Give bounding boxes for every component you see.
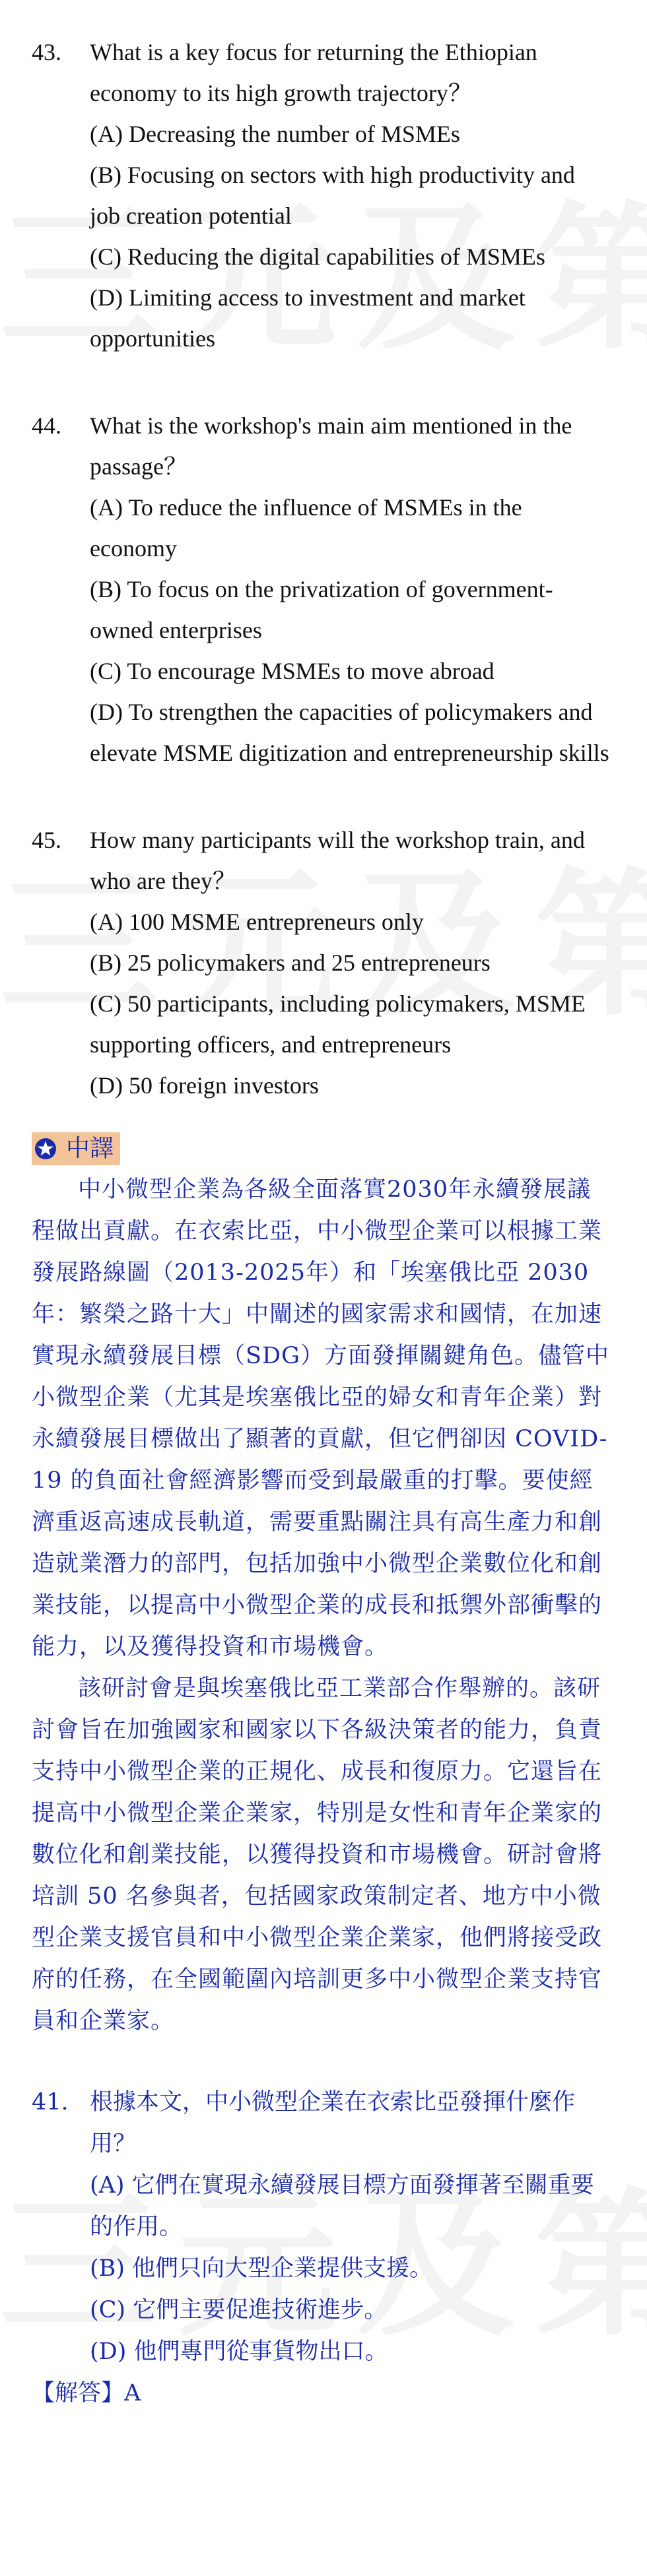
option-d: (D) Limiting access to investment and market opportunities: [90, 284, 526, 352]
question-number: 45.: [32, 827, 61, 853]
option-a: (A) To reduce the influence of MSMEs in the economy: [90, 494, 522, 562]
option-a: (A) 它們在實現永續發展目標方面發揮著至關重要的作用。: [90, 2172, 594, 2240]
translation-paragraph: 該研討會是與埃塞俄比亞工業部合作舉辦的。該研討會旨在加強國家和國家以下各級決策者的能力，負責支持中小微型企業的正規化、成長和復原力。它還旨在提高中小微型企業企業家，特別是女性和青年企業家的數位化和創業技能，以獲得投資和市場機會。研討會將培訓 50 名參與者，包括國家政策制定者、地方中小微型企業支援官員和中小微型企業企業家，他們將接受政府的任務，在全國範圍內培訓更多中小微型企業支持官員和企業家。: [32, 1675, 603, 2034]
option-d: (D) 他們專門從事貨物出口。: [90, 2338, 388, 2365]
translation-paragraph: 中小微型企業為各級全面落實2030年永續發展議程做出貢獻。在衣索比亞，中小微型企業可以根據工業發展路線圖（2013-2025年）和「埃塞俄比亞 2030 年：繁榮之路十大」中闡述的國家需求和國情，在加速實現永續發展目標（SDG）方面發揮關鍵角色。儘管中小微型企業（尤其是埃塞俄比亞的婦女和青年企業）對永續發展目標做出了顯著的貢獻，但它們卻因 COVID-19 的負面社會經濟影響而受到最嚴重的打擊。要使經濟重返高速成長軌道，需要重點關注具有高生產力和創造就業潛力的部門，包括加強中小微型企業數位化和創業技能，以提高中小微型企業的成長和抵禦外部衝擊的能力，以及獲得投資和市場機會。: [32, 1176, 609, 1660]
option-b: (B) 他們只向大型企業提供支援。: [90, 2255, 433, 2282]
option-d: (D) To strengthen the capacities of policymakers and elevate MSME digitization and entrepreneurship skills: [90, 699, 609, 766]
answer-key: 【解答】A: [32, 2380, 141, 2406]
question-stem: 根據本文，中小微型企業在衣索比亞發揮什麼作用？: [90, 2089, 576, 2157]
question-43: [32, 32, 610, 359]
option-c: (C) 它們主要促進技術進步。: [90, 2297, 388, 2323]
question-number: 43.: [32, 39, 61, 65]
question-stem: What is the workshop's main aim mentioned in the passage？: [90, 412, 572, 480]
option-a: (A) Decreasing the number of MSMEs: [90, 121, 460, 147]
translation-badge-label: 中譯: [66, 1135, 114, 1162]
translation-badge: [32, 1132, 120, 1165]
star-circle-icon: [34, 1138, 57, 1160]
question-number: 41.: [32, 2089, 69, 2115]
option-c: (C) 50 participants, including policymakers, MSME supporting officers, and entrepreneurs: [90, 990, 586, 1058]
option-c: (C) Reducing the digital capabilities of MSMEs: [90, 243, 545, 270]
question-number: 44.: [32, 412, 61, 439]
option-d: (D) 50 foreign investors: [90, 1072, 319, 1099]
zh-question-41: [32, 2082, 610, 2373]
question-stem: How many participants will the workshop train, and who are they？: [90, 827, 585, 894]
question-44: [32, 405, 610, 773]
question-45: [32, 820, 610, 1106]
translation-header: [32, 1132, 610, 1165]
question-stem: What is a key focus for returning the Ethiopian economy to its high growth trajectory？: [90, 39, 537, 106]
option-b: (B) To focus on the privatization of government-owned enterprises: [90, 576, 553, 643]
option-a: (A) 100 MSME entrepreneurs only: [90, 909, 424, 935]
option-b: (B) 25 policymakers and 25 entrepreneurs: [90, 950, 491, 976]
option-c: (C) To encourage MSMEs to move abroad: [90, 658, 494, 684]
option-b: (B) Focusing on sectors with high productivity and job creation potential: [90, 162, 575, 229]
